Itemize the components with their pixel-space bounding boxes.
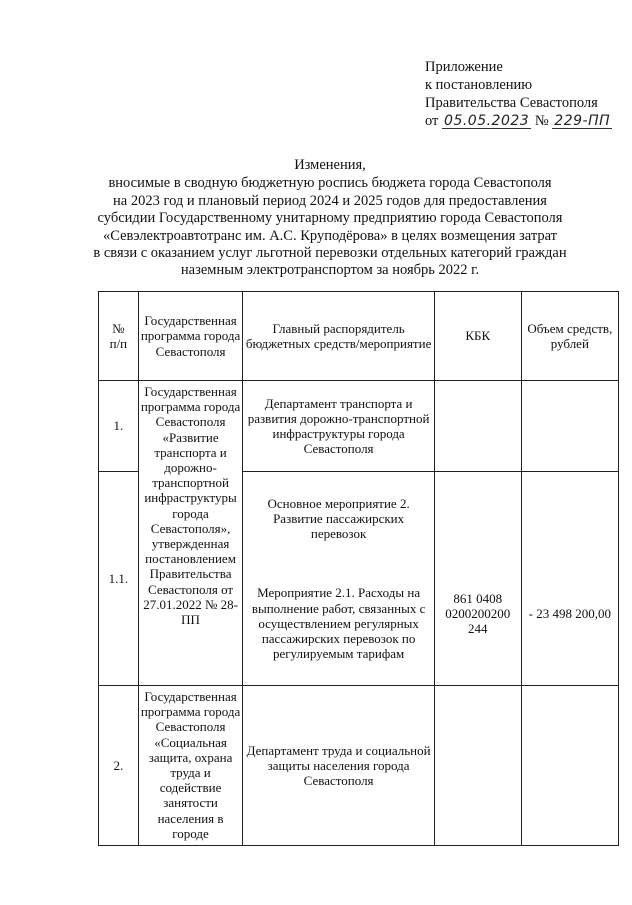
row-1-1-amount xyxy=(521,472,618,686)
row-2-manager: Департамент труда и социальной защиты населения города Севастополя xyxy=(243,686,434,846)
row-2-kbk xyxy=(434,686,521,846)
title-heading: Изменения, xyxy=(294,157,366,173)
title-line-5: в связи с оказанием услуг льготной перевозки отдельных категорий граждан xyxy=(93,245,567,262)
row-2-program: Государственная программа города Севастополя «Социальная защита, охрана труда и содействие занятости населения в городе xyxy=(138,686,243,846)
row-1-amount xyxy=(521,381,618,472)
title-line-4: «Севэлектроавтотранс им. А.С. Круподёрова» в целях возмещения затрат xyxy=(102,227,558,244)
budget-changes-table xyxy=(98,291,619,846)
document-title xyxy=(60,157,600,280)
appendix-line-3: Правительства Севастополя xyxy=(425,95,598,111)
header-kbk: КБК xyxy=(434,292,521,381)
header-program: Государственная программа города Севастополя xyxy=(138,292,243,381)
appendix-header xyxy=(425,58,612,130)
from-label: от xyxy=(425,113,439,129)
spacer xyxy=(245,541,431,585)
header-manager: Главный распорядитель бюджетных средств/мероприятие xyxy=(243,292,434,381)
title-line-6: наземным электротранспортом за ноябрь 2022 г. xyxy=(180,262,480,279)
header-amount: Объем средств, рублей xyxy=(521,292,618,381)
row-2-amount xyxy=(521,686,618,846)
kbk-value: 861 0408 0200200200 244 xyxy=(445,590,511,637)
row-1-kbk xyxy=(434,381,521,472)
title-line-3: субсидии Государственному унитарному предприятию города Севастополя xyxy=(97,210,563,227)
header-num: № п/п xyxy=(99,292,139,381)
sub-measure: Мероприятие 2.1. Расходы на выполнение работ, связанных с осуществлением регулярных пассажирских перевозок по регулируемым тарифам xyxy=(251,585,426,662)
title-line-2: на 2023 год и плановый период 2024 и 2025 годов для предоставления xyxy=(113,192,547,209)
appendix-date-number-line xyxy=(425,112,612,130)
row-1-1-manager xyxy=(243,472,434,686)
appendix-line-1: Приложение xyxy=(425,59,503,75)
main-measure: Основное мероприятие 2. Развитие пассажирских перевозок xyxy=(267,495,410,542)
table-row xyxy=(99,686,619,846)
table-row xyxy=(99,381,619,472)
row-1-program: Государственная программа города Севастополя «Развитие транспорта и дорожно-транспортной инфраструктуры города Севастополя», утвержденная постановлением Правительства Севастополя от 27.01.2022 № 28-ПП xyxy=(138,381,243,686)
row-1-manager: Департамент транспорта и развития дорожно-транспортной инфраструктуры города Севастополя xyxy=(243,381,434,472)
row-2-num: 2. xyxy=(99,686,139,846)
row-1-1-kbk xyxy=(434,472,521,686)
handwritten-date: 05.05.2023 xyxy=(444,113,530,129)
handwritten-number: 229-ПП xyxy=(554,113,611,129)
row-1-num: 1. xyxy=(99,381,139,472)
amount-value: - 23 498 200,00 xyxy=(528,605,611,621)
row-1-1-num: 1.1. xyxy=(99,472,139,686)
appendix-line-2: к постановлению xyxy=(425,77,533,93)
table-header-row xyxy=(99,292,619,381)
title-line-1: вносимые в сводную бюджетную роспись бюджета города Севастополя xyxy=(108,175,552,192)
number-label: № xyxy=(534,113,549,129)
